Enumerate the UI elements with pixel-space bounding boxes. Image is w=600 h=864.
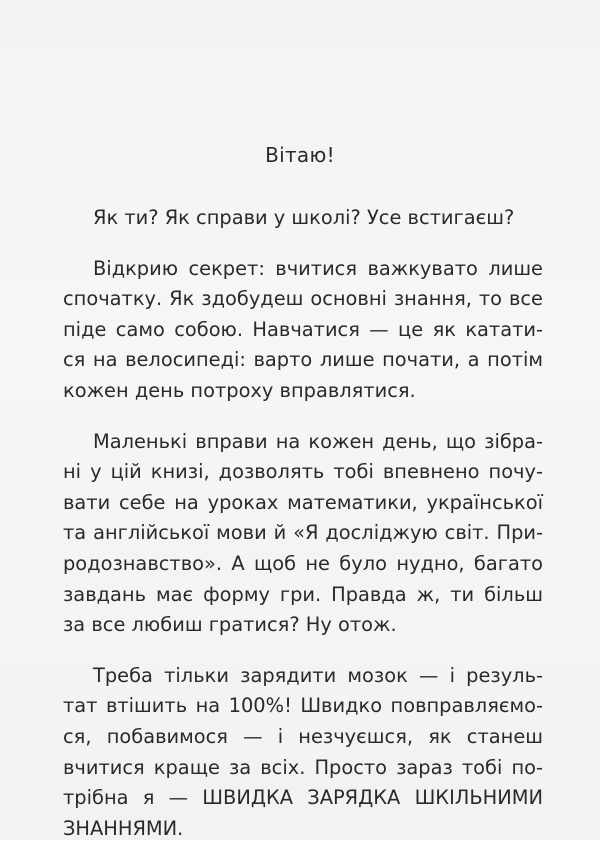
text-line: ні у цій книзі, дозволять тобі впевнено почу- (63, 460, 543, 484)
text-line: кожен день потроху вправлятися. (63, 378, 416, 402)
text-line: та англійської мови й «Я досліджую світ. При- (63, 521, 543, 545)
text-line: Відкрию секрет: вчитися важкувато лише (93, 256, 543, 280)
paragraph-3 (63, 427, 543, 641)
text-line: ся на велосипеді: варто лише почати, а потім (63, 348, 543, 372)
text-line: вати себе на уроках математики, української (63, 490, 543, 514)
text-line: ся, побавимося — і незчуєшся, як станеш (63, 724, 543, 748)
paragraph-1 (63, 203, 543, 234)
text-line: завдань має форму гри. Правда ж, ти більш (63, 582, 543, 606)
body-text (63, 203, 543, 864)
text-line: родознавство». А щоб не було нудно, багато (63, 551, 543, 575)
text-line: тат втішить на 100%! Швидко повправляємо- (63, 694, 543, 718)
text-line: спочатку. Як здобудеш основні знання, то все (63, 287, 543, 311)
text-line: Маленькі вправи на кожен день, що зібра- (93, 429, 543, 453)
text-line: піде само собою. Навчатися — це як катати- (63, 317, 543, 341)
text-line: трібна я — ШВИДКА ЗАРЯДКА ШКІЛЬНИМИ (63, 786, 543, 810)
greeting-heading: Вітаю! (265, 143, 335, 167)
paragraph-4 (63, 661, 543, 845)
text-line: вчитися краще за всіх. Просто зараз тобі по- (63, 755, 543, 779)
text-line: за все любиш гратися? Ну отож. (63, 613, 397, 637)
paragraph-2 (63, 254, 543, 407)
text-line: ЗНАННЯМИ. (63, 816, 184, 840)
text-line: Як ти? Як справи у школі? Усе встигаєш? (93, 206, 515, 229)
text-line: Треба тільки зарядити мозок — і резуль- (93, 663, 543, 687)
